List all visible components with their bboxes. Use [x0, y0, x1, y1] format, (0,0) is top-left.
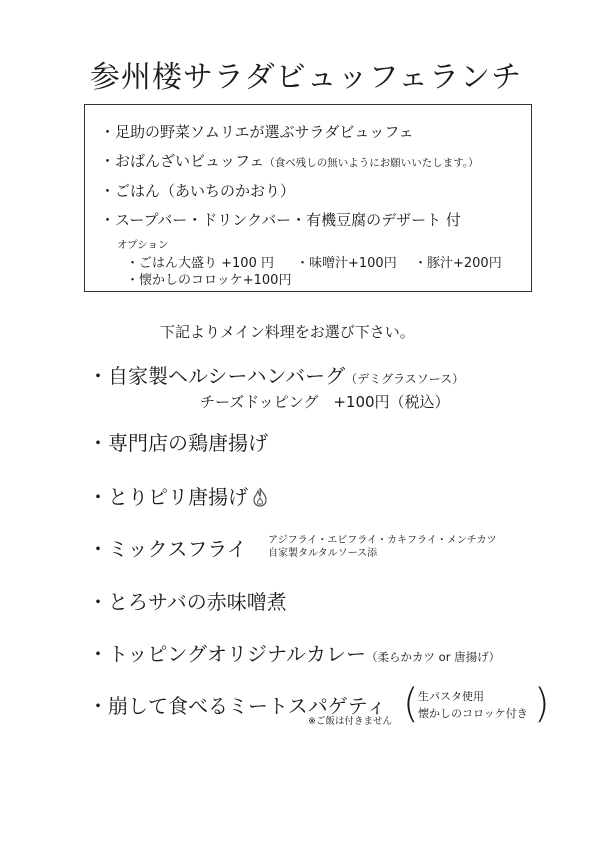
main-item-curry-name: ・トッピングオリジナルカレー: [88, 642, 366, 666]
option-rice-large: ・ごはん大盛り +100 円: [126, 256, 274, 271]
buffet-item-obanzai: [100, 150, 479, 171]
main-item-piripiri: [88, 481, 268, 510]
option-miso-soup: ・味噌汁+100円: [296, 256, 397, 271]
hamburg-cheese-topping: チーズドッピング +100円（税込）: [200, 393, 450, 411]
buffet-item-obanzai-label: ・おばんざいビュッフェ: [100, 152, 265, 170]
fire-icon: [252, 487, 268, 507]
page-title: 参州楼サラダビュッフェランチ: [89, 60, 523, 95]
mixfry-tartar: 自家製タルタルソース添: [268, 548, 378, 559]
pasta-fresh-note: 生パスタ使用: [418, 690, 484, 703]
pasta-no-rice-note: ※ご飯は付きません: [308, 716, 392, 727]
main-item-hamburg-sauce: （デミグラスソース）: [345, 372, 465, 386]
main-item-pasta: ・崩して食べるミートスパゲティ: [88, 694, 387, 718]
main-item-curry: [88, 638, 500, 667]
buffet-item-soup-drink-dessert: ・スープバー・ドリンクバー・有機豆腐のデザート 付: [100, 211, 461, 229]
buffet-item-salad: ・足助の野菜ソムリエが選ぶサラダビュッフェ: [100, 123, 414, 141]
main-item-saba: ・とろサバの赤味噌煮: [88, 590, 287, 614]
main-item-curry-topping: （柔らかカツ or 唐揚げ）: [366, 650, 501, 664]
pasta-croquette-note: 懐かしのコロッケ付き: [418, 707, 528, 720]
options-label: オプション: [117, 239, 169, 251]
main-item-hamburg-name: ・自家製ヘルシーハンバーグ: [88, 364, 346, 388]
pasta-note-paren-close: ): [534, 681, 550, 727]
option-croquette: ・懐かしのコロッケ+100円: [126, 273, 292, 288]
main-item-karaage: ・専門店の鶏唐揚げ: [88, 431, 268, 455]
main-item-hamburg: [88, 360, 464, 389]
mixfry-contents: アジフライ・エビフライ・カキフライ・メンチカツ: [268, 535, 497, 546]
pasta-note-paren-open: (: [403, 681, 419, 727]
option-tonjiru: ・豚汁+200円: [414, 256, 502, 271]
buffet-item-obanzai-note: （食べ残しの無いようにお願いいたします。）: [264, 157, 479, 169]
main-item-piripiri-name: ・とりピリ唐揚げ: [88, 485, 248, 509]
main-dish-instruction: 下記よりメイン料理をお選び下さい。: [160, 323, 415, 341]
buffet-item-rice: ・ごはん（あいちのかおり）: [100, 182, 296, 200]
main-item-mixfry: ・ミックスフライ: [88, 537, 247, 561]
